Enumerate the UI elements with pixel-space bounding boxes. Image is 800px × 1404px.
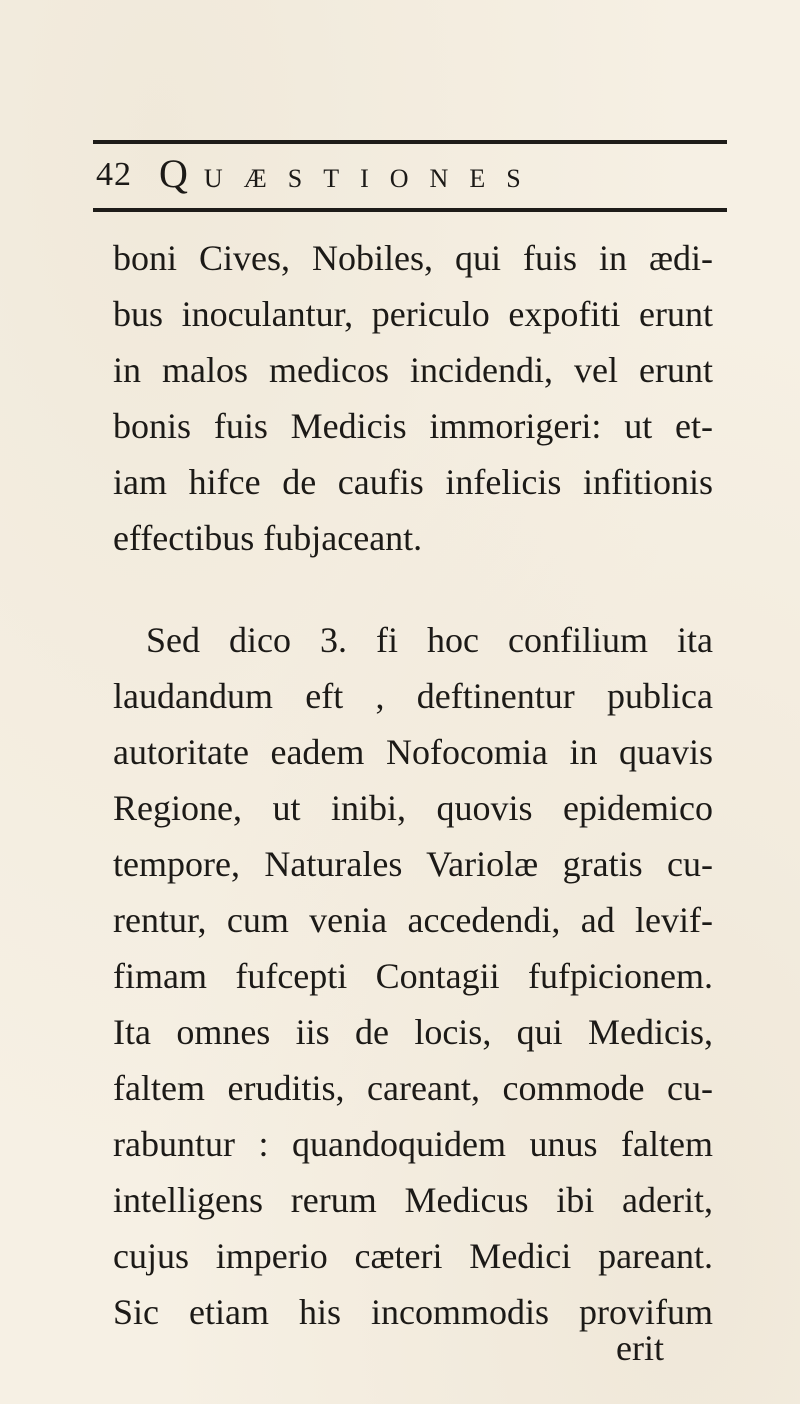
running-head: [159, 150, 542, 197]
catchword: erit: [616, 1328, 664, 1368]
text-line: Regione, ut inibi, quovis epidemico: [113, 788, 713, 828]
text-line: laudandum eft , deftinentur publica: [113, 676, 713, 716]
text-line: boni Cives, Nobiles, qui fuis in ædi-: [113, 238, 713, 278]
text-line: intelligens rerum Medicus ibi aderit,: [113, 1180, 713, 1220]
running-head-initial: Q: [159, 151, 190, 196]
running-head-rest: UÆSTIONES: [203, 164, 542, 193]
header-rule-top: [93, 140, 727, 144]
text-line: Ita omnes iis de locis, qui Medicis,: [113, 1012, 713, 1052]
text-line: Sic etiam his incommodis provifum: [113, 1292, 713, 1332]
text-line: bus inoculantur, periculo expofiti erunt: [113, 294, 713, 334]
text-line: iam hifce de caufis infelicis infitionis: [113, 462, 713, 502]
header-rule-bottom: [93, 208, 727, 212]
paragraph-gap: [113, 566, 713, 612]
text-line: Sed dico 3. fi hoc confilium ita: [146, 620, 713, 660]
text-line: autoritate eadem Nofocomia in quavis: [113, 732, 713, 772]
text-line: cujus imperio cæteri Medici pareant.: [113, 1236, 713, 1276]
text-line: fimam fufcepti Contagii fufpicionem.: [113, 956, 713, 996]
text-line: in malos medicos incidendi, vel erunt: [113, 350, 713, 390]
body-text: [113, 230, 713, 1340]
text-line: faltem eruditis, careant, commode cu-: [113, 1068, 713, 1108]
text-line: bonis fuis Medicis immorigeri: ut et-: [113, 406, 713, 446]
text-line: effectibus fubjaceant.: [113, 518, 423, 558]
text-line: rabuntur : quandoquidem unus faltem: [113, 1124, 713, 1164]
page-number: 42: [96, 156, 132, 193]
text-line: rentur, cum venia accedendi, ad levif-: [113, 900, 713, 940]
text-line: tempore, Naturales Variolæ gratis cu-: [113, 844, 713, 884]
page-header: [93, 150, 727, 204]
